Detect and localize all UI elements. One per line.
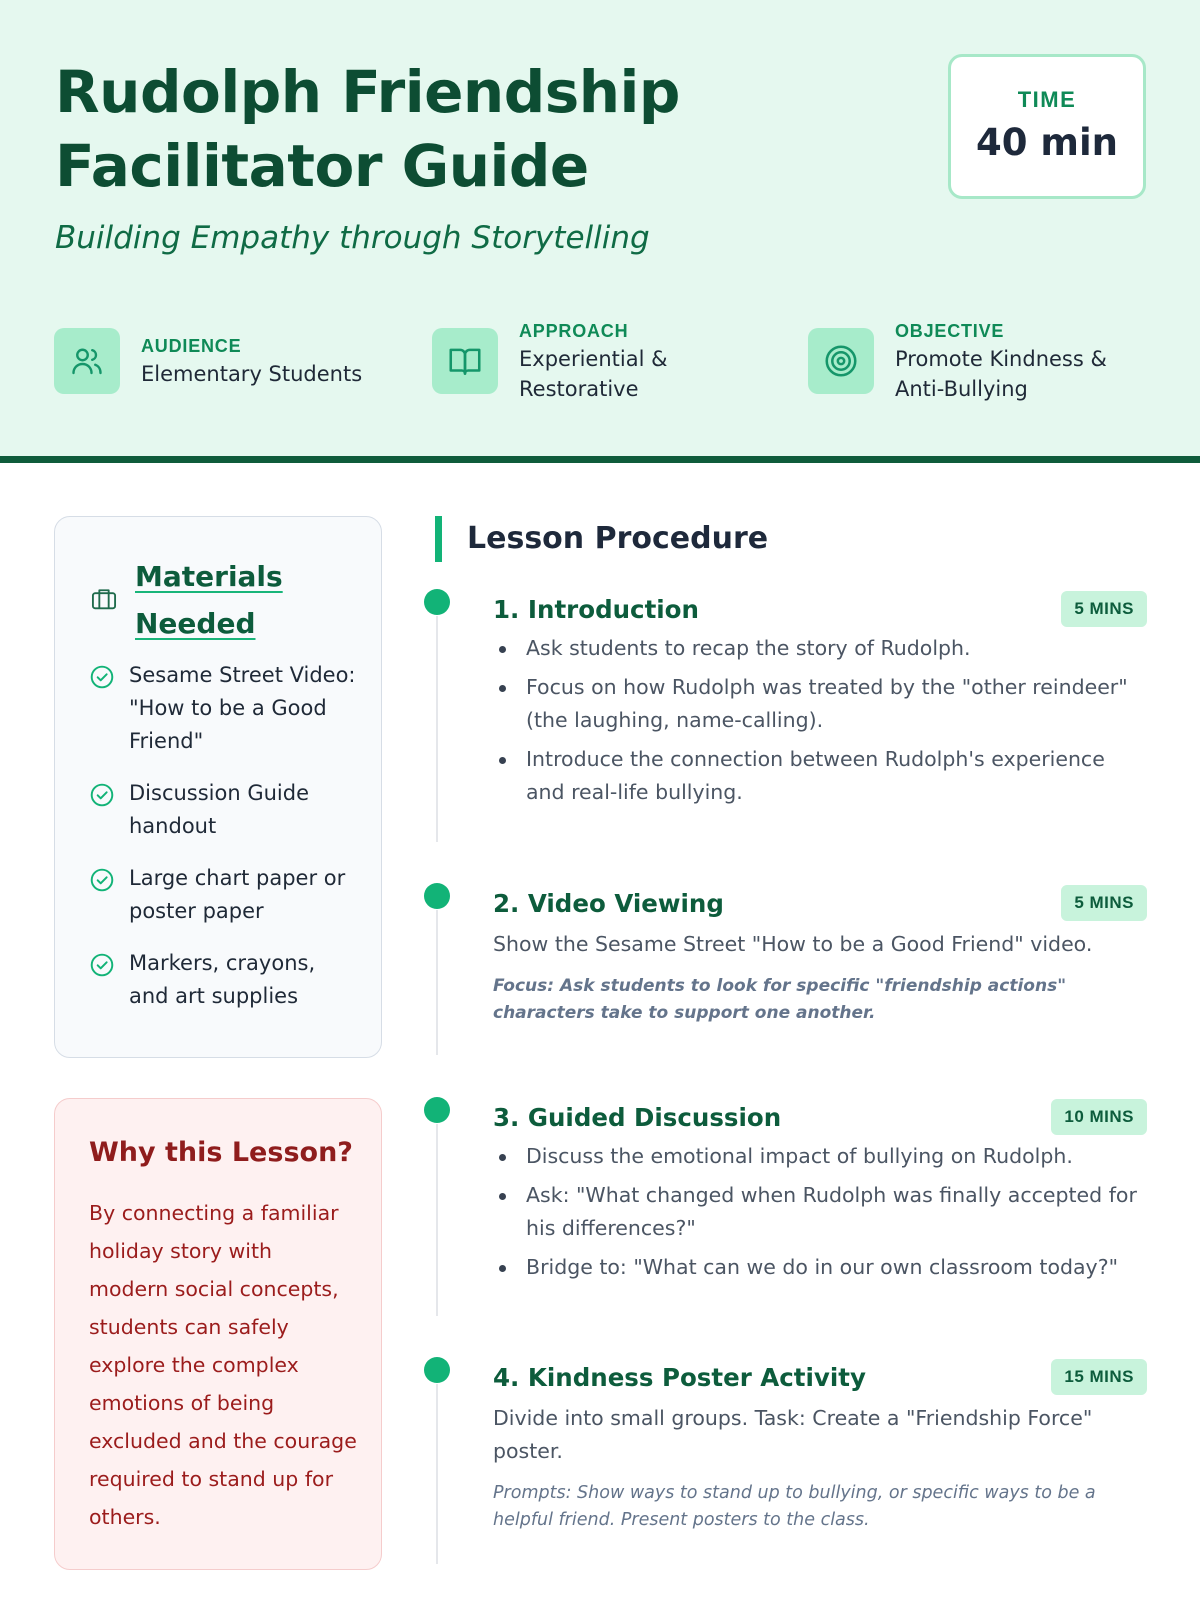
list-item: [89, 777, 359, 843]
time-label: TIME: [1017, 87, 1077, 112]
material-text: Discussion Guide handout: [129, 781, 310, 838]
procedure-title: Lesson Procedure: [435, 516, 768, 562]
audience-label: AUDIENCE: [141, 336, 242, 356]
list-item: Discuss the emotional impact of bullying on Rudolph.: [493, 1140, 1147, 1173]
meta-objective: [808, 321, 1168, 401]
meta-audience: [54, 326, 362, 396]
material-text: Sesame Street Video: "How to be a Good Friend": [129, 663, 356, 753]
list-item: Ask students to recap the story of Rudolph.: [493, 632, 1147, 665]
materials-card: [54, 516, 382, 1058]
material-text: Markers, crayons, and art supplies: [129, 951, 316, 1008]
duration-badge: 5 MINS: [1061, 885, 1147, 921]
step-kindness-poster: [493, 1358, 1147, 1534]
duration-badge: 15 MINS: [1051, 1359, 1147, 1395]
timeline-line: [436, 1124, 438, 1316]
list-item: [89, 947, 359, 1013]
target-icon: [808, 328, 874, 394]
page-title: [55, 55, 835, 203]
step-text: Show the Sesame Street "How to be a Good Friend" video.: [493, 932, 1093, 956]
duration-badge: 5 MINS: [1061, 591, 1147, 627]
objective-value: Promote Kindness & Anti-Bullying: [895, 347, 1107, 401]
step-introduction: [493, 590, 1147, 815]
list-item: Ask: "What changed when Rudolph was finally accepted for his differences?": [493, 1179, 1147, 1245]
timeline-line: [436, 1384, 438, 1564]
time-card: [948, 54, 1146, 199]
book-open-icon: [432, 328, 498, 394]
timeline-line: [436, 910, 438, 1055]
audience-value: Elementary Students: [141, 362, 363, 386]
why-card: [54, 1098, 382, 1570]
timeline-dot: [424, 883, 450, 909]
timeline-dot: [424, 1097, 450, 1123]
meta-approach: [432, 321, 732, 401]
approach-value: Experiential & Restorative: [519, 347, 668, 401]
list-item: Introduce the connection between Rudolph's experience and real-life bullying.: [493, 743, 1147, 809]
approach-label: APPROACH: [519, 321, 629, 341]
list-item: Bridge to: "What can we do in our own classroom today?": [493, 1251, 1147, 1284]
step-video-viewing: [493, 884, 1147, 1027]
timeline-dot: [424, 1357, 450, 1383]
material-text: Large chart paper or poster paper: [129, 866, 346, 923]
briefcase-icon: [89, 585, 119, 618]
users-icon: [54, 328, 120, 394]
objective-label: OBJECTIVE: [895, 321, 1005, 341]
step-note: Prompts: Show ways to stand up to bullying, or specific ways to be a helpful friend. Present posters to the class.: [493, 1483, 1096, 1530]
check-circle-icon: [89, 952, 115, 983]
timeline-line: [436, 616, 438, 842]
title-line-1: Rudolph Friendship: [55, 58, 680, 126]
materials-list: [89, 659, 359, 1032]
why-title: Why this Lesson?: [89, 1137, 353, 1168]
title-line-2: Facilitator Guide: [55, 132, 589, 200]
time-value: 40 min: [976, 121, 1118, 164]
materials-title: Materials Needed: [135, 560, 283, 640]
step-title: 2. Video Viewing: [493, 888, 724, 918]
check-circle-icon: [89, 867, 115, 898]
step-text: Divide into small groups. Task: Create a "Friendship Force" poster.: [493, 1406, 1093, 1463]
list-item: Focus on how Rudolph was treated by the "other reindeer" (the laughing, name-calling).: [493, 671, 1147, 737]
list-item: [89, 862, 359, 928]
step-note: Focus: Ask students to look for specific "friendship actions" characters take to support one another.: [493, 976, 1067, 1023]
duration-badge: 10 MINS: [1051, 1099, 1147, 1135]
step-title: 1. Introduction: [493, 594, 699, 624]
step-title: 4. Kindness Poster Activity: [493, 1362, 866, 1392]
why-body: By connecting a familiar holiday story with modern social concepts, students can safely explore the complex emotions of being excluded and the courage required to stand up for others.: [89, 1201, 357, 1529]
list-item: [89, 659, 359, 758]
header: [0, 0, 1200, 463]
step-guided-discussion: [493, 1098, 1147, 1290]
check-circle-icon: [89, 782, 115, 813]
timeline-dot: [424, 589, 450, 615]
step-title: 3. Guided Discussion: [493, 1102, 782, 1132]
page-subtitle: Building Empathy through Storytelling: [55, 220, 650, 256]
check-circle-icon: [89, 664, 115, 695]
